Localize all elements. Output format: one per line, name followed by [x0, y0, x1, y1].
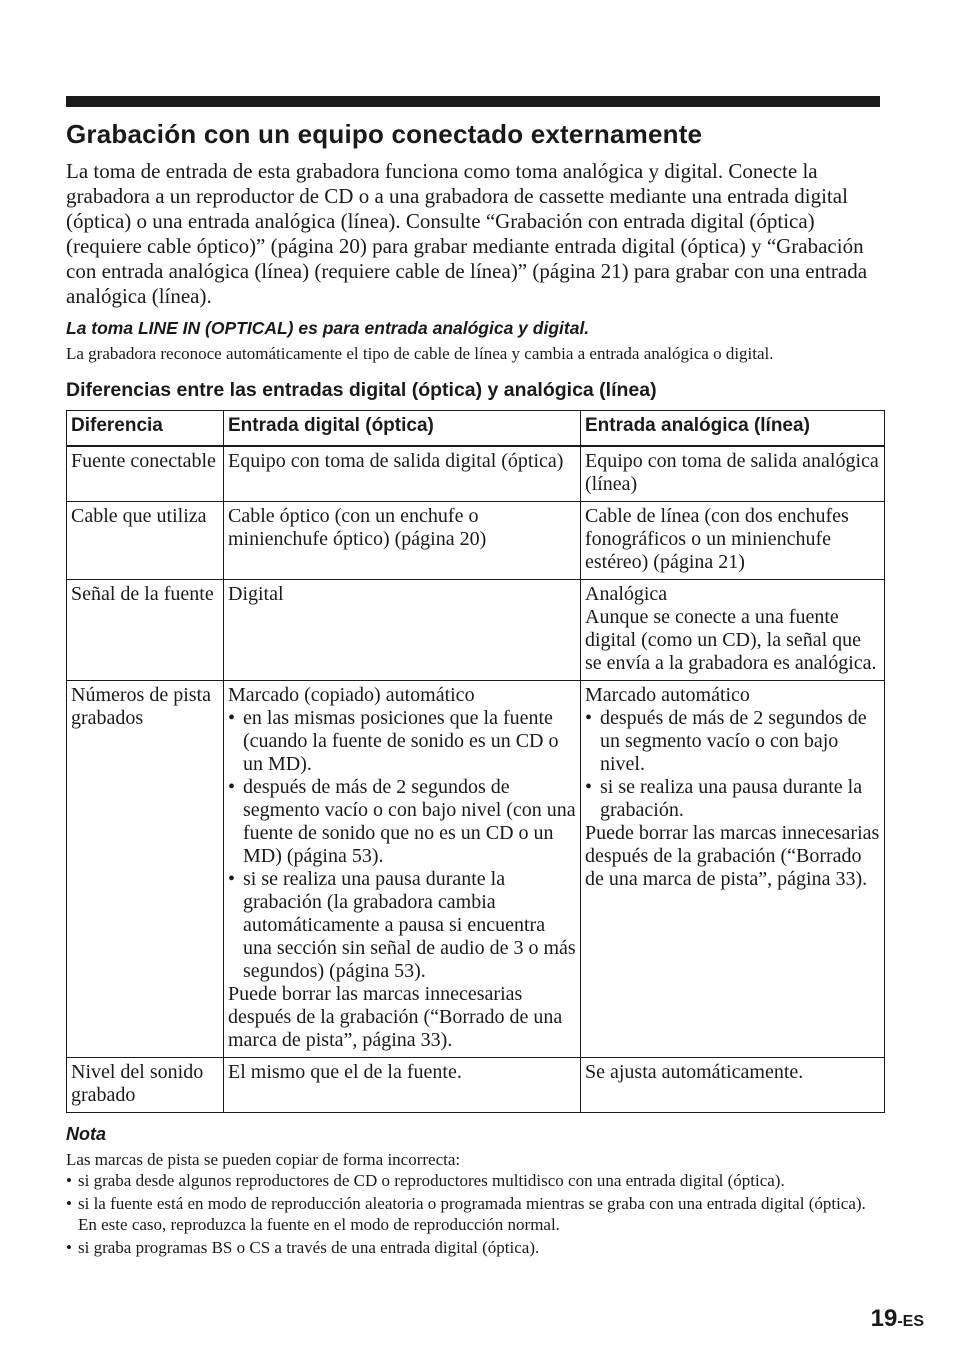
digital-cell [224, 681, 581, 1058]
row-label: Fuente conectable [67, 446, 224, 502]
digital-cell-list [228, 707, 576, 983]
section-title: Grabación con un equipo conectado externamente [66, 119, 703, 149]
row-label: Números de pista grabados [67, 681, 224, 1058]
analog-cell-list [585, 707, 880, 822]
analog-cell-outro: Puede borrar las marcas innecesarias después de la grabación (“Borrado de una marca de pista”, página 33). [585, 822, 880, 890]
analog-cell: Equipo con toma de salida analógica (línea) [581, 446, 885, 502]
analog-cell-text: Aunque se conecte a una fuente digital (como un CD), la señal que se envía a la grabadora es analógica. [585, 606, 877, 674]
list-item: • si se realiza una pausa durante la grabación. [585, 776, 880, 822]
table-row [67, 446, 885, 502]
analog-cell: Cable de línea (con dos enchufes fonográficos o un minienchufe estéreo) (página 21) [581, 502, 885, 580]
nota-title: Nota [66, 1124, 106, 1144]
section-rule [66, 96, 880, 107]
analog-cell [581, 681, 885, 1058]
table-row [67, 681, 885, 1058]
header-diferencia: Diferencia [67, 411, 224, 447]
nota-intro: Las marcas de pista se pueden copiar de forma incorrecta: [66, 1150, 461, 1169]
analog-cell: Se ajusta automáticamente. [581, 1058, 885, 1113]
list-item: • si graba programas BS o CS a través de una entrada digital (óptica). [66, 1237, 884, 1259]
list-item: • si graba desde algunos reproductores de CD o reproductores multidisco con una entrada digital (óptica). [66, 1170, 884, 1192]
intro-paragraph: La toma de entrada de esta grabadora funciona como toma analógica y digital. Conecte la grabadora a un reproductor de CD o a una grabadora de cassette mediante una entrada digital (óptica) o una entrada analógica (línea). Consulte “Grabación con entrada digital (óptica) (requiere cable óptico)” (página 20) para grabar mediante entrada digital (óptica) y “Grabación con entrada analógica (línea) (requiere cable de línea)” (página 21) para grabar con una entrada analógica (línea). [66, 159, 868, 308]
digital-cell: El mismo que el de la fuente. [224, 1058, 581, 1113]
digital-cell: Equipo con toma de salida digital (óptica) [224, 446, 581, 502]
nota-list [66, 1170, 884, 1258]
table-row [67, 502, 885, 580]
table-header-row [67, 411, 885, 447]
digital-cell: Digital [224, 580, 581, 681]
page-number-suffix: -ES [897, 1313, 924, 1330]
line-in-text: La grabadora reconoce automáticamente el tipo de cable de línea y cambia a entrada analógica o digital. [66, 344, 774, 363]
analog-cell-intro: Marcado automático [585, 684, 750, 706]
list-item: • después de más de 2 segundos de un segmento vacío o con bajo nivel. [585, 707, 880, 776]
table-row [67, 580, 885, 681]
list-item: • en las mismas posiciones que la fuente (cuando la fuente de sonido es un CD o un MD). [228, 707, 576, 776]
page-number-value: 19 [870, 1305, 898, 1332]
table-heading: Diferencias entre las entradas digital (óptica) y analógica (línea) [66, 379, 657, 401]
digital-cell-intro: Marcado (copiado) automático [228, 684, 475, 706]
row-label: Señal de la fuente [67, 580, 224, 681]
list-item: • si se realiza una pausa durante la grabación (la grabadora cambia automáticamente a pausa si encuentra una sección sin señal de audio de 3 o más segundos) (página 53). [228, 868, 576, 983]
header-digital: Entrada digital (óptica) [224, 411, 581, 447]
analog-cell-title: Analógica [585, 583, 668, 605]
digital-cell-outro: Puede borrar las marcas innecesarias después de la grabación (“Borrado de una marca de pista”, página 33). [228, 983, 563, 1051]
page-number [871, 1305, 924, 1333]
list-item: • después de más de 2 segundos de segmento vacío o con bajo nivel (con una fuente de sonido que no es un CD o un MD) (página 53). [228, 776, 576, 868]
table-row [67, 1058, 885, 1113]
row-label: Nivel del sonido grabado [67, 1058, 224, 1113]
digital-cell: Cable óptico (con un enchufe o minienchufe óptico) (página 20) [224, 502, 581, 580]
comparison-table [66, 410, 885, 1113]
page-content [66, 96, 884, 1259]
row-label: Cable que utiliza [67, 502, 224, 580]
header-analog: Entrada analógica (línea) [581, 411, 885, 447]
list-item: • si la fuente está en modo de reproducción aleatoria o programada mientras se graba con una entrada digital (óptica). En este caso, reproduzca la fuente en el modo de reproducción normal. [66, 1193, 884, 1236]
line-in-heading: La toma LINE IN (OPTICAL) es para entrada analógica y digital. [66, 318, 590, 338]
analog-cell [581, 580, 885, 681]
